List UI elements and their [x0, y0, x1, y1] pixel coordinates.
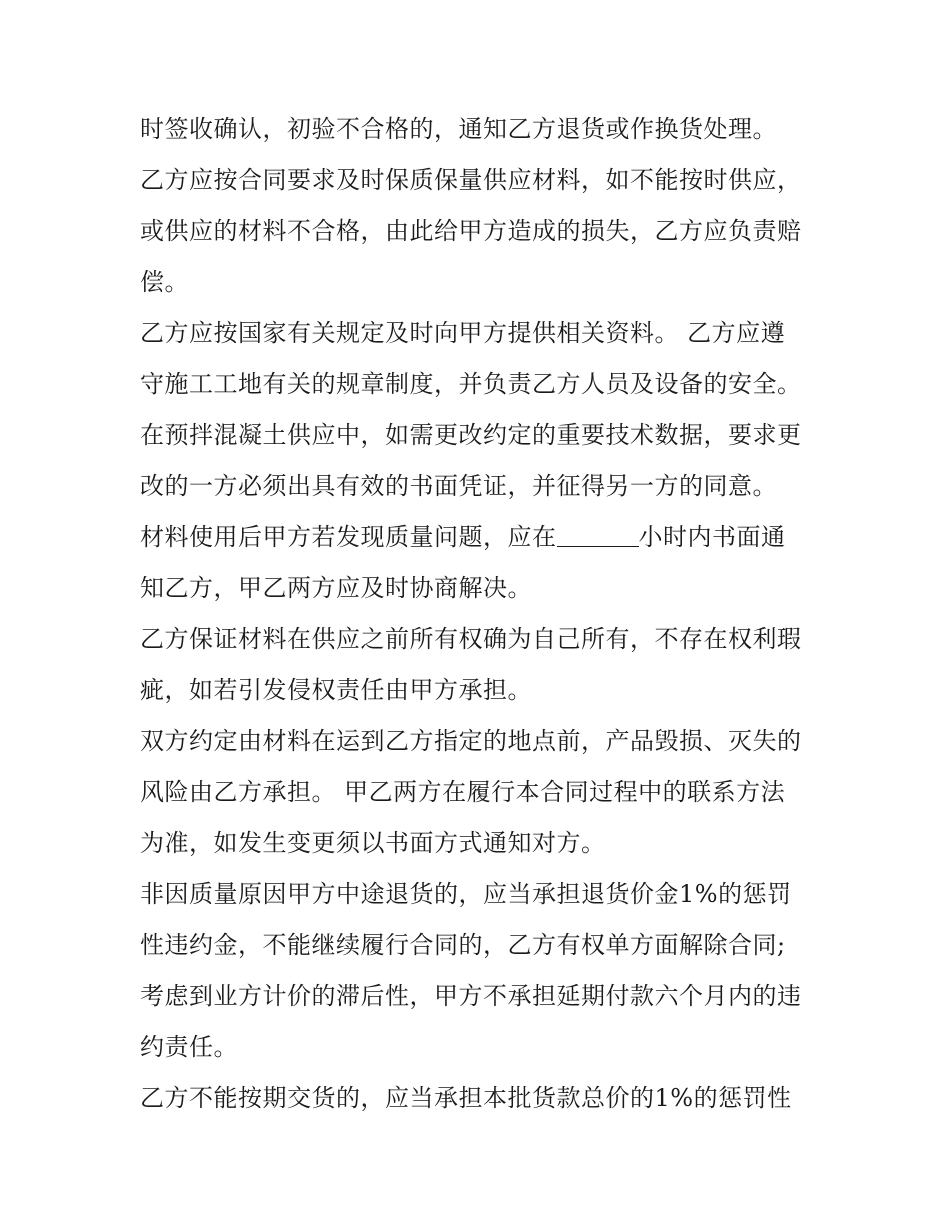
fill-in-blank: [557, 518, 639, 547]
text-line: 双方约定由材料在运到乙方指定的地点前，产品毁损、灭失的: [140, 727, 802, 755]
text-line: 考虑到业方计价的滞后性，甲方不承担延期付款六个月内的违: [140, 982, 802, 1010]
text-before-blank: 材料使用后甲方若发现质量问题，应在: [140, 523, 557, 551]
text-line: 乙方应按合同要求及时保质保量供应材料，如不能按时供应，: [140, 166, 802, 194]
text-line: 在预拌混凝土供应中，如需更改约定的重要技术数据，要求更: [140, 421, 802, 449]
text-line: 乙方保证材料在供应之前所有权确为自己所有，不存在权利瑕: [140, 625, 802, 653]
text-line: 性违约金，不能继续履行合同的，乙方有权单方面解除合同;: [140, 931, 786, 959]
text-line: 或供应的材料不合格，由此给甲方造成的损失，乙方应负责赔: [140, 217, 802, 245]
text-line: 偿。: [140, 268, 189, 296]
text-line: 守施工工地有关的规章制度，并负责乙方人员及设备的安全。: [140, 370, 802, 398]
text-line-with-blank: [140, 512, 820, 563]
text-line: 非因质量原因甲方中途退货的，应当承担退货价金1%的惩罚: [140, 880, 792, 908]
text-line: 时签收确认，初验不合格的，通知乙方退货或作换货处理。: [140, 115, 777, 143]
text-line: 乙方应按国家有关规定及时向甲方提供相关资料。 乙方应遵: [140, 319, 786, 347]
text-line: 知乙方，甲乙两方应及时协商解决。: [140, 574, 532, 602]
text-line: 乙方不能按期交货的，应当承担本批货款总价的1%的惩罚性: [140, 1084, 792, 1112]
text-after-blank: 小时内书面通: [638, 523, 786, 551]
text-line: 约责任。: [140, 1033, 238, 1061]
text-line: 为准，如发生变更须以书面方式通知对方。: [140, 829, 606, 857]
document-body: [140, 104, 820, 1124]
text-line: 改的一方必须出具有效的书面凭证，并征得另一方的同意。: [140, 472, 777, 500]
text-line: 疵，如若引发侵权责任由甲方承担。: [140, 676, 532, 704]
text-line: 风险由乙方承担。 甲乙两方在履行本合同过程中的联系方法: [140, 778, 786, 806]
